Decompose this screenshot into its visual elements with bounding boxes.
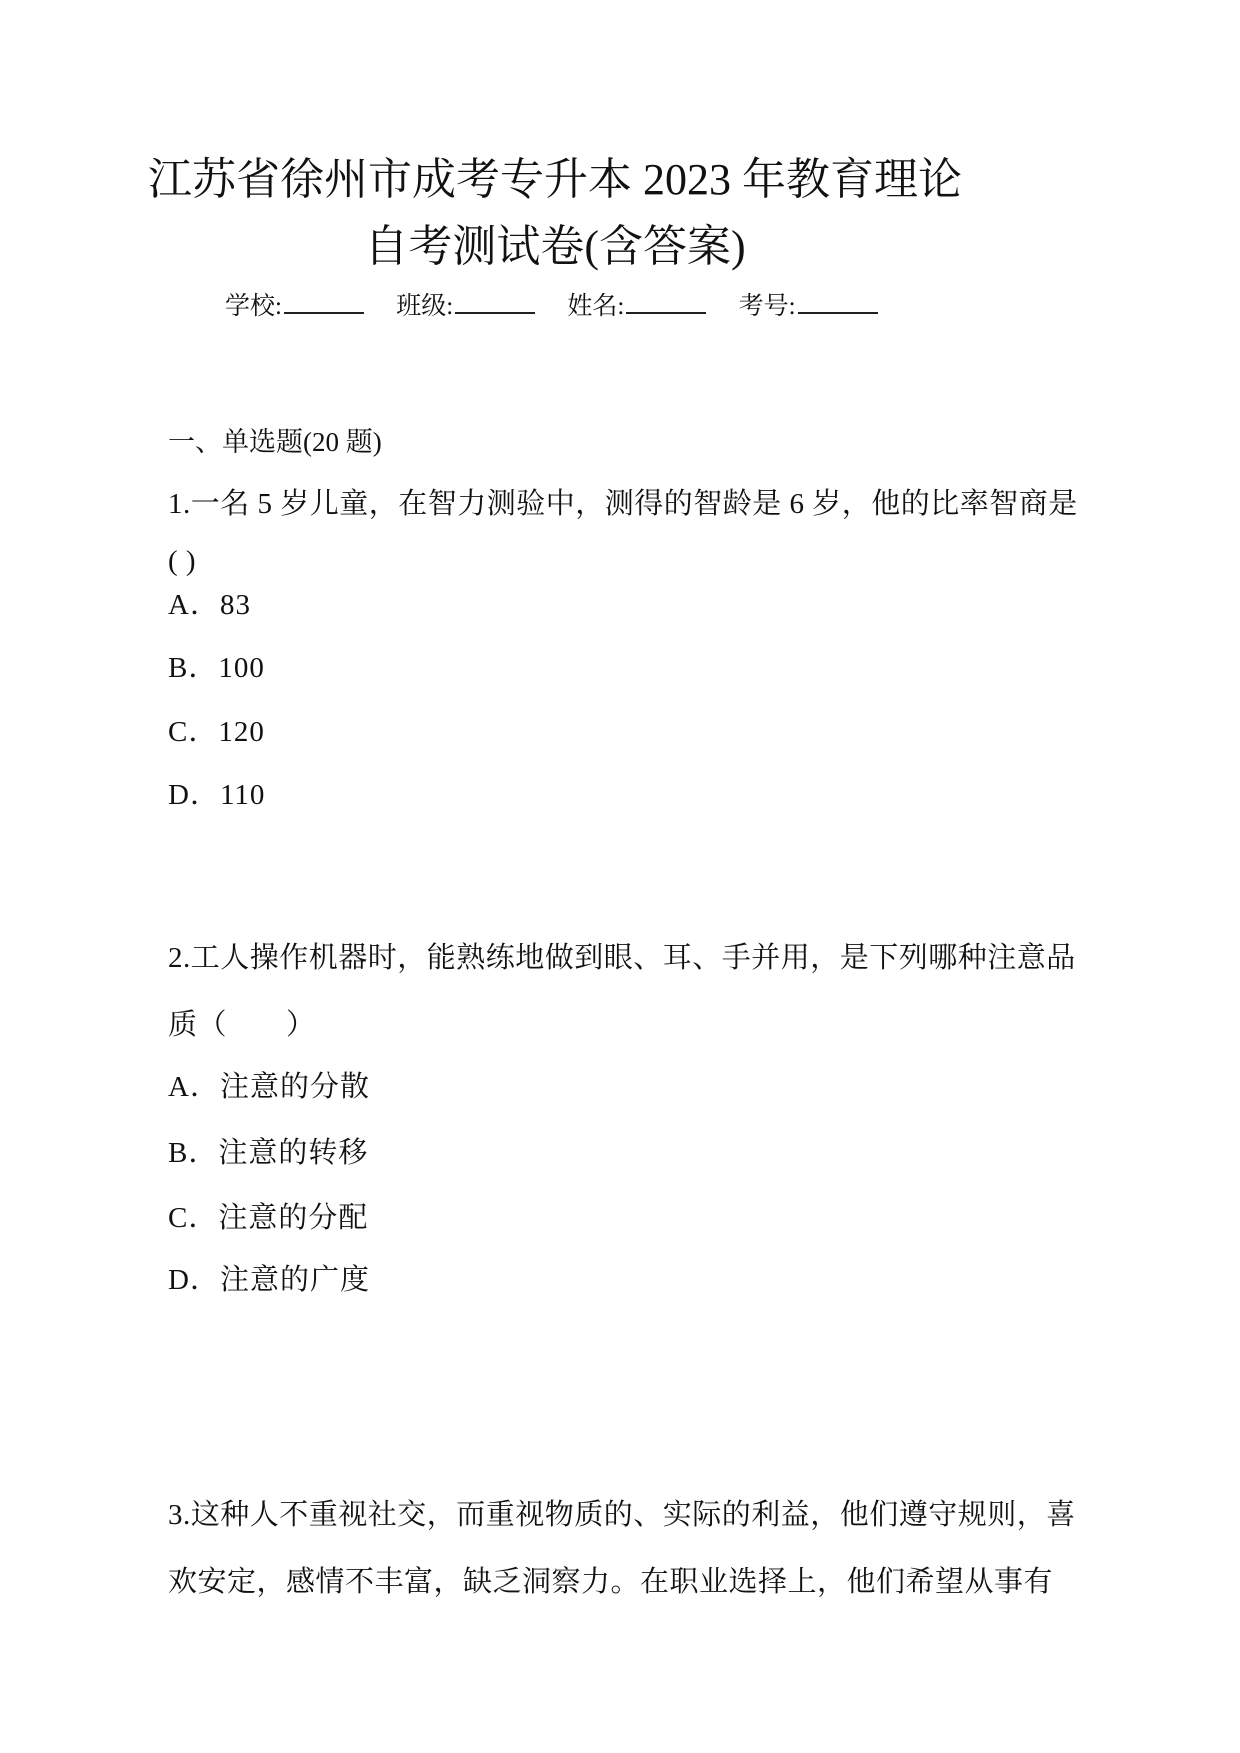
exam-number-label: 考号:: [738, 293, 796, 320]
school-field: [225, 288, 390, 323]
school-label: 学校:: [225, 293, 282, 320]
name-blank-line: [626, 288, 706, 314]
question-2-line-2: 质（ ）: [168, 1009, 316, 1041]
section-heading: 一、单选题(20 题): [168, 427, 382, 457]
name-field: [567, 288, 732, 323]
document-title: [0, 146, 1110, 280]
question-1-option-b: B．100: [168, 652, 265, 684]
question-2-option-a: A．注意的分散: [168, 1071, 370, 1103]
class-label: 班级:: [396, 293, 454, 320]
title-line-2: 自考测试卷(含答案): [364, 222, 746, 271]
question-1-option-c: C．120: [168, 716, 265, 748]
question-1-option-a: A．83: [168, 589, 251, 621]
question-2-option-d: D．注意的广度: [168, 1264, 370, 1296]
question-2-option-c: C．注意的分配: [168, 1202, 369, 1234]
class-field: [396, 288, 561, 323]
question-3-line-2: 欢安定，感情不丰富，缺乏洞察力。在职业选择上，他们希望从事有: [168, 1566, 1054, 1598]
question-1-option-d: D．110: [168, 779, 266, 811]
school-blank-line: [284, 288, 364, 314]
question-2-line-1: 2.工人操作机器时，能熟练地做到眼、耳、手并用，是下列哪种注意品: [168, 942, 1076, 974]
question-1-line-2: ( ): [168, 545, 197, 577]
question-3-line-1: 3.这种人不重视社交，而重视物质的、实际的利益，他们遵守规则，喜: [168, 1499, 1076, 1531]
exam-number-blank-line: [798, 288, 878, 314]
question-1-line-1: 1.一名 5 岁儿童，在智力测验中，测得的智龄是 6 岁，他的比率智商是: [168, 488, 1078, 520]
name-label: 姓名:: [567, 293, 625, 320]
class-blank-line: [455, 288, 535, 314]
title-line-1: 江苏省徐州市成考专升本 2023 年教育理论: [148, 155, 962, 204]
question-2-option-b: B．注意的转移: [168, 1137, 369, 1169]
exam-number-field: [739, 288, 878, 323]
student-info-row: [225, 288, 878, 323]
